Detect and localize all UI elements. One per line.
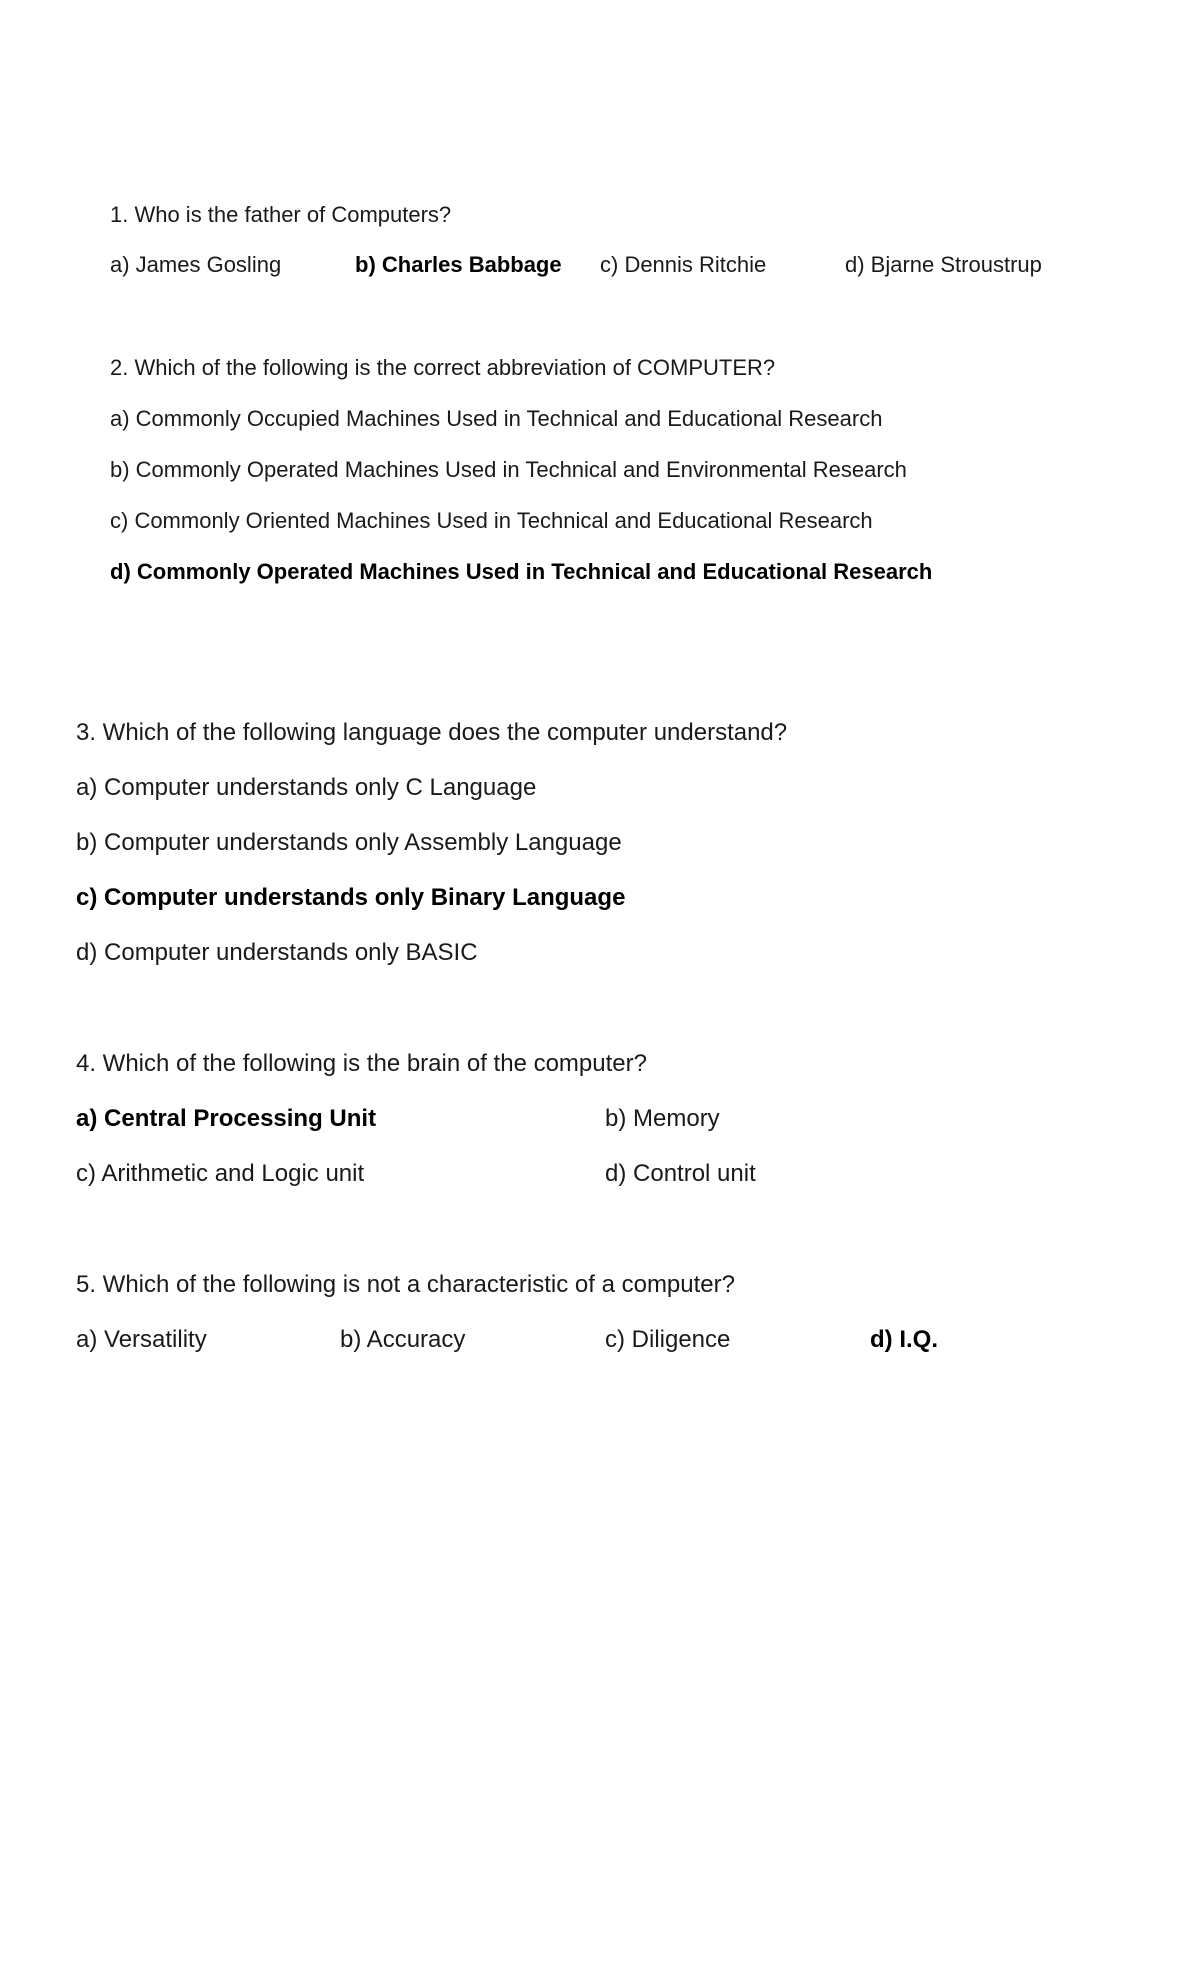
question-3-option-b: b) Computer understands only Assembly Language <box>76 829 622 856</box>
question-5-option-c: c) Diligence <box>605 1326 731 1353</box>
question-5-option-b: b) Accuracy <box>340 1326 466 1353</box>
question-3-text: 3. Which of the following language does the computer understand? <box>76 719 788 746</box>
question-5-option-d-correct: d) I.Q. <box>870 1326 938 1353</box>
question-4-option-d: d) Control unit <box>605 1160 756 1187</box>
question-3-option-c-correct: c) Computer understands only Binary Language <box>76 884 626 911</box>
question-4-text: 4. Which of the following is the brain of the computer? <box>76 1050 647 1077</box>
question-3-option-d: d) Computer understands only BASIC <box>76 939 478 966</box>
question-4-option-a-correct: a) Central Processing Unit <box>76 1105 377 1132</box>
question-4-option-b: b) Memory <box>605 1105 720 1132</box>
question-1-option-c: c) Dennis Ritchie <box>600 252 767 277</box>
question-2-option-b: b) Commonly Operated Machines Used in Technical and Environmental Research <box>110 457 907 482</box>
question-5-option-a: a) Versatility <box>76 1326 207 1353</box>
question-1-text: 1. Who is the father of Computers? <box>110 202 452 227</box>
question-1-option-a: a) James Gosling <box>110 252 282 277</box>
question-4-option-c: c) Arithmetic and Logic unit <box>76 1160 365 1187</box>
question-2-option-d-correct: d) Commonly Operated Machines Used in Technical and Educational Research <box>110 559 933 584</box>
question-1-option-b-correct: b) Charles Babbage <box>355 252 562 277</box>
question-1-option-d: d) Bjarne Stroustrup <box>845 252 1042 277</box>
question-2-option-a: a) Commonly Occupied Machines Used in Technical and Educational Research <box>110 406 883 431</box>
question-5-text: 5. Which of the following is not a characteristic of a computer? <box>76 1271 735 1298</box>
question-2-text: 2. Which of the following is the correct abbreviation of COMPUTER? <box>110 355 776 380</box>
question-3-option-a: a) Computer understands only C Language <box>76 774 537 801</box>
question-2-option-c: c) Commonly Oriented Machines Used in Technical and Educational Research <box>110 508 873 533</box>
